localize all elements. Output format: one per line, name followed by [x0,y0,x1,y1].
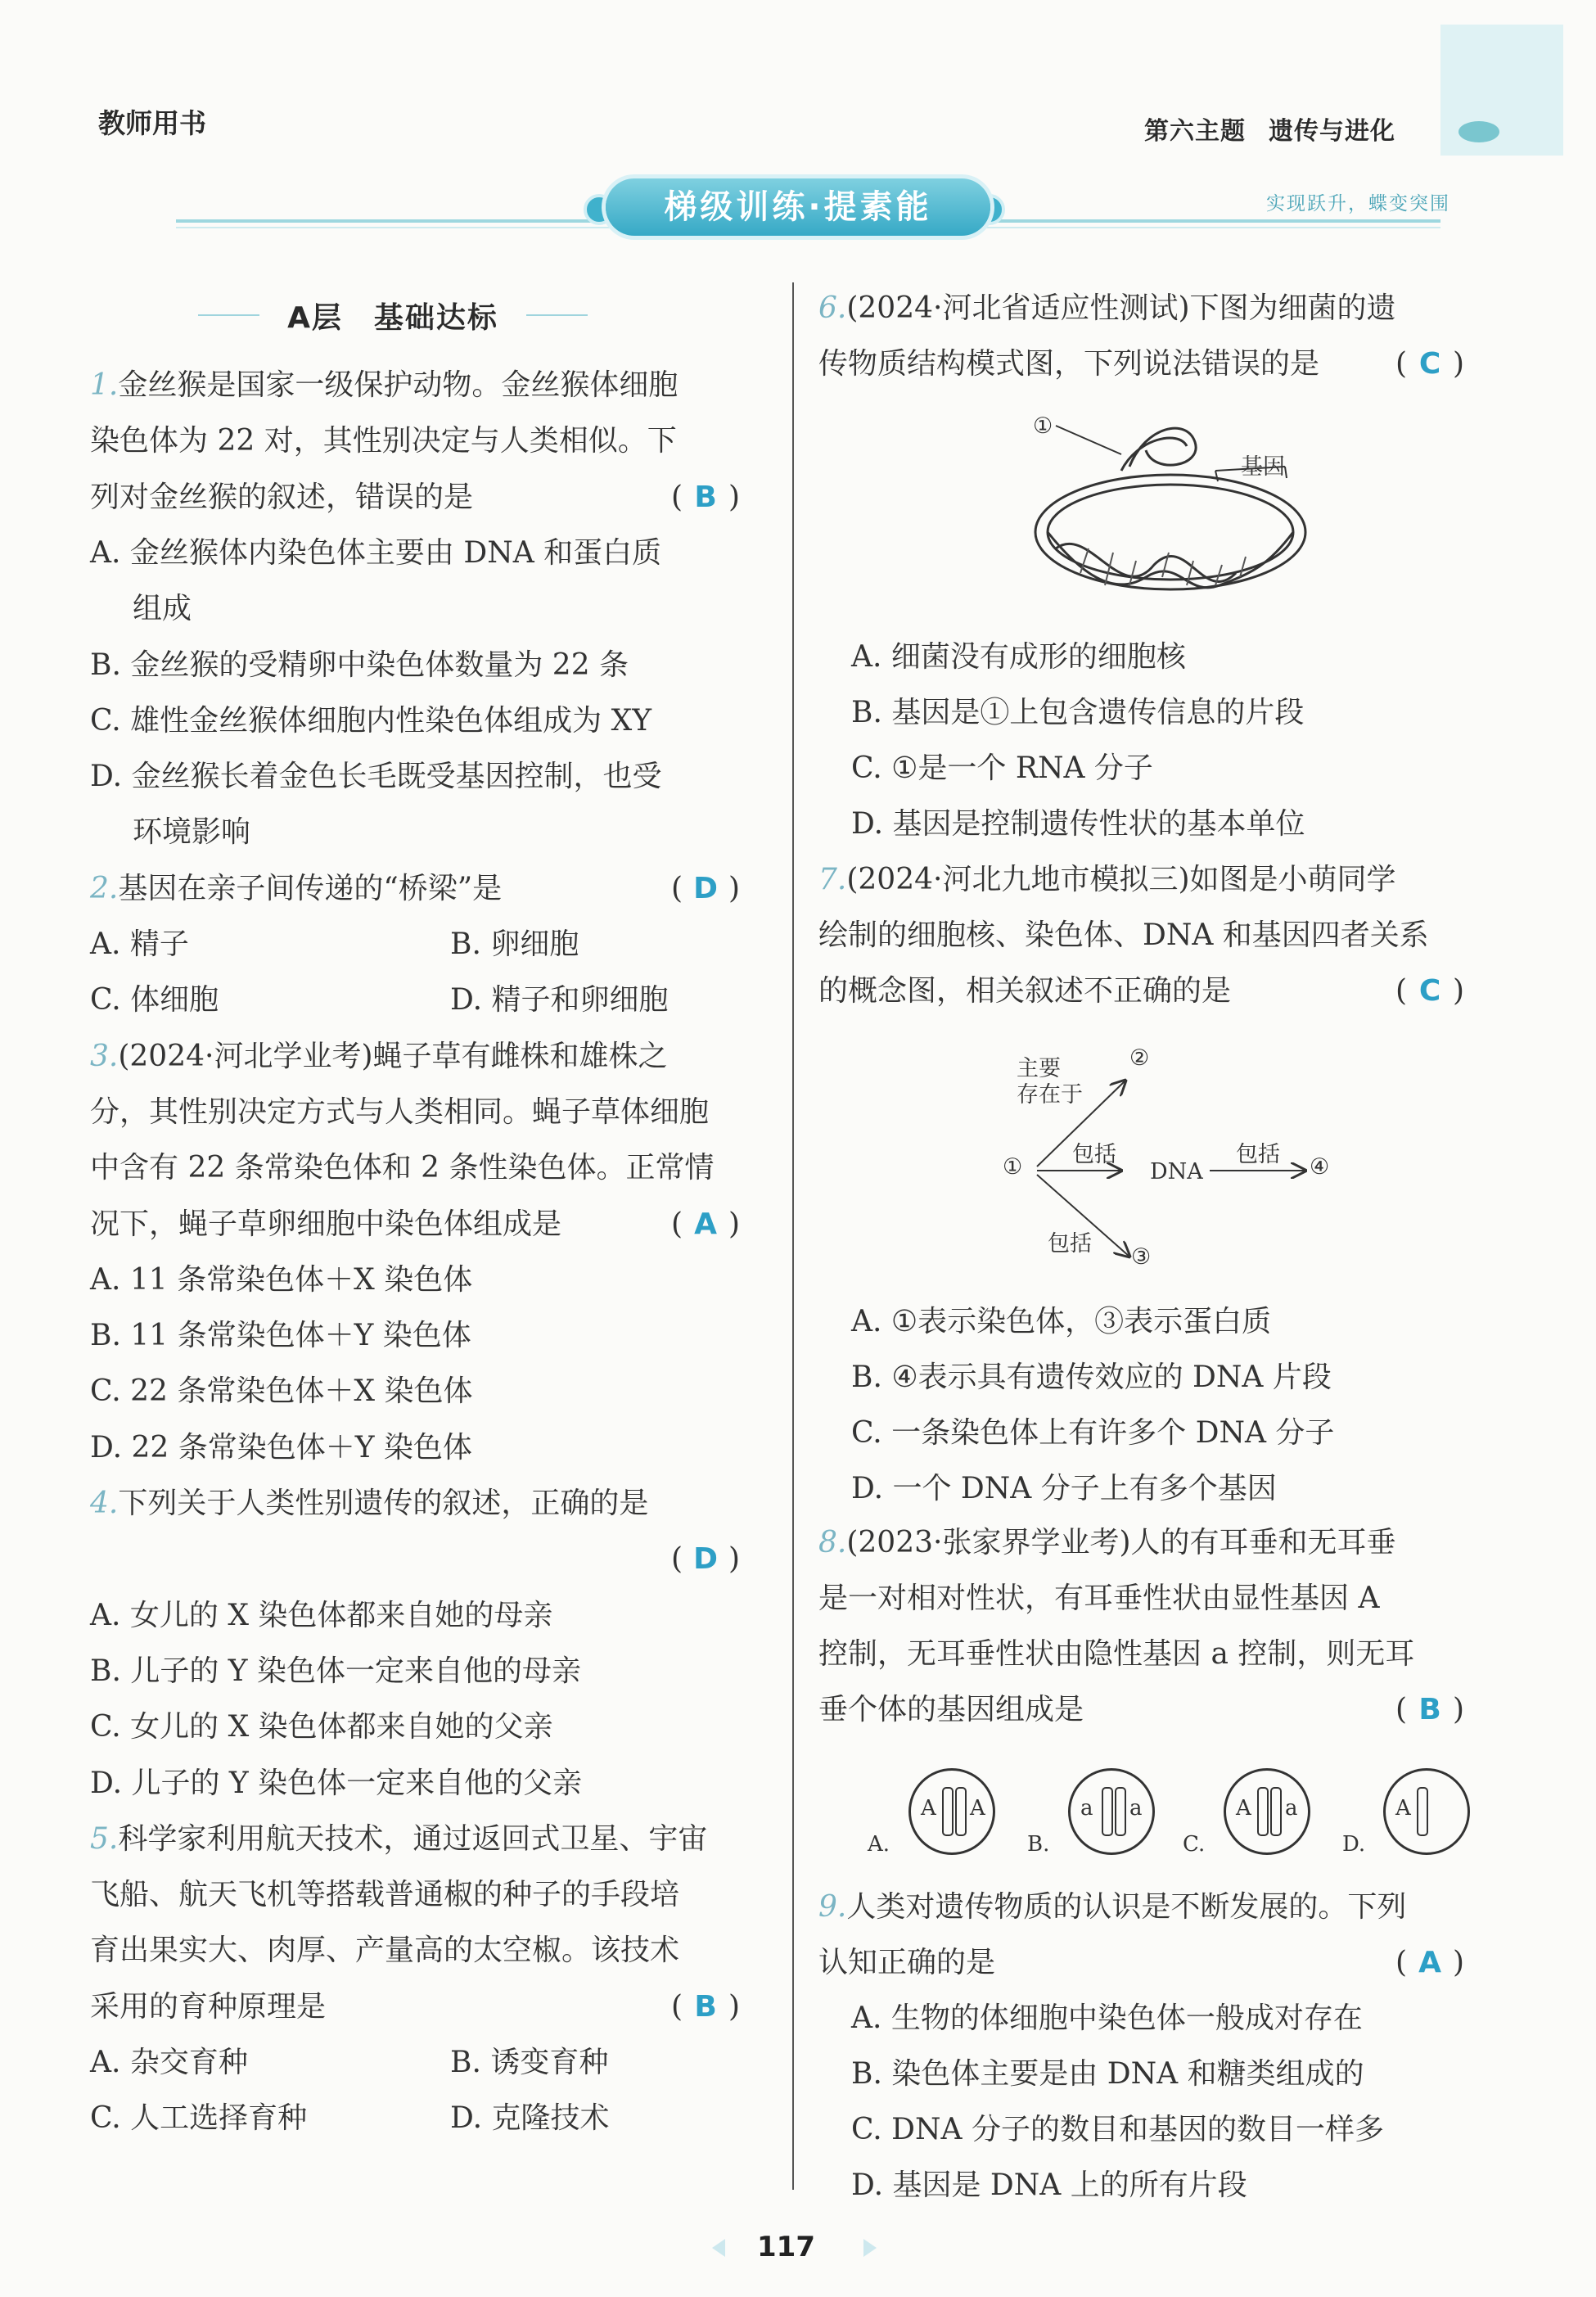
question-stem [818,1887,1406,1928]
question-stem [90,365,678,406]
gene-pair-option [1224,1768,1310,1855]
question-line [90,533,661,574]
chromosome-icon [1115,1787,1126,1836]
question-line [90,1148,715,1189]
question-line [133,812,250,853]
chromosome-icon [955,1787,967,1836]
chromosome-icon [1417,1787,1428,1836]
concept-node-2: ② [1129,1045,1150,1071]
column-divider [792,282,794,2190]
section-banner: 梯级训练·提素能 [606,178,990,236]
line-text: C. 体细胞 [90,983,219,1018]
line-text: 组成 [133,592,192,626]
line-text: 认知正确的是 [818,1946,996,1979]
question-stem [818,860,1396,900]
question-number: 2. [90,871,119,905]
line-text: 育出果实大、肉厚、产量高的太空椒。该技术 [90,1934,680,1968]
option-text: C. ①是一个 RNA 分子 [851,751,1153,785]
question-line [90,1315,471,1356]
answer-letter: B [694,1989,717,2024]
option-text: A. 生物的体细胞中染色体一般成对存在 [851,2001,1363,2035]
page-number: 117 [757,2231,815,2263]
answer-bracket: ( D ) [671,869,740,909]
option-letter: C. [1183,1832,1206,1857]
question-line [90,1875,679,1916]
question-line [90,1707,553,1748]
bacterial-dna-diagram [1023,409,1318,606]
allele-right: a [1129,1796,1143,1821]
question-line [90,1428,472,1469]
question-line [90,1651,581,1692]
chromosome-icon [1102,1787,1113,1836]
book-label: 教师用书 [98,107,206,139]
question-line [90,477,473,518]
line-text: A. 女儿的 X 染色体都来自她的母亲 [90,1598,553,1632]
line-text: (2024·河北九地市模拟三)如图是小萌同学 [846,863,1396,896]
option-text: B. 基因是①上包含遗传信息的片段 [851,696,1305,729]
answer-bracket: ( A ) [671,1204,740,1245]
option-text: B. 诱变育种 [450,2046,609,2079]
question-number: 3. [90,1039,119,1073]
question-stem [90,1036,668,1077]
chromosome-icon [1257,1787,1269,1836]
line-text: B. 11 条常染色体＋Y 染色体 [90,1319,471,1353]
question-line [90,924,189,965]
line-text: C. 22 条常染色体＋X 染色体 [90,1374,473,1409]
option-letter: A. [868,1832,890,1857]
section-title: A层 基础达标 [188,295,597,336]
line-text: 采用的育种原理是 [90,1989,327,2024]
line-text: 中含有 22 条常染色体和 2 条性染色体。正常情 [90,1151,715,1185]
answer-bracket: ( C ) [1395,344,1464,385]
line-text: (2024·河北学业考)蝇子草有雌株和雄株之 [118,1039,668,1073]
line-text: 下列关于人类性别遗传的叙述，正确的是 [118,1487,649,1520]
line-text: 环境影响 [133,815,251,850]
question-number: 7. [818,863,847,896]
chapter-title [1144,111,1395,147]
line-text: 人类对遗传物质的认识是不断发展的。下列 [846,1890,1407,1924]
question-line [90,980,219,1021]
question-stem [818,1523,1396,1564]
question-line [90,2042,248,2083]
line-text: C. 雄性金丝猴体细胞内性染色体组成为 XY [90,703,651,738]
question-line [90,1260,472,1301]
gene-pair-option [908,1768,995,1855]
answer-bracket: ( B ) [671,1987,740,2028]
question-stem [90,1819,707,1860]
question-number: 9. [818,1890,847,1924]
allele-right: A [970,1796,985,1821]
concept-node-3: ③ [1131,1244,1152,1270]
answer-letter: A [1418,1946,1441,1979]
header-decoration [1440,25,1563,156]
concept-label-include-3: 包括 [1048,1231,1092,1257]
question-stem [818,288,1396,329]
chapter-theme: 第六主题 [1144,117,1246,146]
line-text: 分，其性别决定方式与人类相同。蝇子草体细胞 [90,1094,710,1129]
question-number: 5. [90,1821,119,1856]
line-text: A. 11 条常染色体＋X 染色体 [90,1262,473,1297]
question-line [818,1634,1414,1675]
option-letter: D. [1342,1832,1366,1857]
answer-bracket: ( B ) [1395,1690,1464,1731]
question-line [90,421,677,462]
answer-letter: B [694,480,717,514]
allele-left: A [1395,1796,1411,1821]
question-line [90,1371,472,1412]
allele-right: a [1285,1796,1298,1821]
allele-left: A [1236,1796,1251,1821]
line-text: B. 金丝猴的受精卵中染色体数量为 22 条 [90,648,629,682]
line-text: 列对金丝猴的叙述，错误的是 [90,480,474,514]
line-text: 传物质结构模式图，下列说法错误的是 [818,347,1320,381]
line-text: C. 女儿的 X 染色体都来自她的父亲 [90,1710,553,1744]
allele-left: A [921,1796,936,1821]
option-text: B. 卵细胞 [450,927,579,961]
concept-label-include-1: 包括 [1072,1142,1116,1167]
allele-left: a [1080,1796,1093,1821]
concept-label-main: 主要 [1017,1056,1061,1081]
answer-bracket: ( C ) [1395,971,1464,1012]
option-text: D. 一个 DNA 分子上有多个基因 [851,1472,1277,1505]
answer-bracket: ( B ) [671,477,740,518]
question-number: 8. [818,1526,847,1559]
question-line [818,344,1319,385]
banner-subtitle: 实现跃升，蝶变突围 [1266,193,1450,214]
line-text: 染色体为 22 对，其性别决定与人类相似。下 [90,424,677,458]
concept-label-exist: 存在于 [1017,1082,1083,1108]
line-text: B. 儿子的 Y 染色体一定来自他的母亲 [90,1654,581,1688]
question-line [90,1987,326,2028]
question-line [818,1690,1084,1731]
line-text: D. 22 条常染色体＋Y 染色体 [90,1430,472,1464]
chromosome-icon [942,1787,954,1836]
line-text: (2024·河北省适应性测试)下图为细菌的遗 [846,291,1396,325]
line-text: D. 金丝猴长着金色长毛既受基因控制，也受 [90,760,662,794]
concept-node-1: ① [1003,1154,1023,1180]
question-line [818,1578,1379,1619]
question-line [818,915,1429,956]
question-number: 1. [90,368,119,402]
line-text: 垂个体的基因组成是 [818,1693,1084,1726]
question-line [90,1930,679,1971]
line-text: 是一对相对性状，有耳垂性状由显性基因 A [818,1582,1380,1615]
line-text: D. 儿子的 Y 染色体一定来自他的父亲 [90,1766,583,1800]
answer-letter: B [1418,1693,1441,1726]
question-line [133,589,192,630]
line-text: (2023·张家界学业考)人的有耳垂和无耳垂 [846,1526,1396,1559]
option-text: C. 一条染色体上有许多个 DNA 分子 [851,1416,1335,1450]
option-text: D. 精子和卵细胞 [450,983,669,1018]
answer-letter: D [693,871,718,905]
option-text: A. 细菌没有成形的细胞核 [851,640,1186,674]
answer-bracket: ( A ) [1395,1943,1464,1983]
line-text: A. 精子 [90,927,189,961]
option-text: A. ①表示染色体，③表示蛋白质 [851,1305,1272,1338]
answer-letter: A [694,1207,717,1241]
diagram-label-1: ① [1033,413,1053,439]
page-next-arrow [863,2239,877,2257]
line-text: 基因在亲子间传递的“桥梁”是 [118,871,503,905]
question-line [818,971,1231,1012]
option-text: D. 基因是控制遗传性状的基本单位 [851,807,1305,841]
question-stem [90,1483,648,1524]
chapter-name: 遗传与进化 [1269,117,1395,146]
fish-icon [1458,121,1499,142]
option-text: D. 克隆技术 [450,2101,610,2136]
question-stem [90,869,502,909]
line-text: C. 人工选择育种 [90,2101,308,2136]
concept-label-include-2: 包括 [1236,1142,1280,1167]
question-line [90,701,651,742]
option-text: D. 基因是 DNA 上的所有片段 [851,2168,1247,2202]
question-line [90,1092,709,1133]
question-line [90,1595,552,1636]
line-text: 科学家利用航天技术，通过返回式卫星、宇宙 [118,1821,708,1856]
line-text: 况下，蝇子草卵细胞中染色体组成是 [90,1207,562,1241]
question-number: 4. [90,1487,119,1520]
question-number: 6. [818,291,847,325]
concept-node-dna: DNA [1150,1159,1203,1185]
line-text: 的概念图，相关叙述不正确的是 [818,974,1232,1008]
question-line [90,645,629,686]
option-text: B. ④表示具有遗传效应的 DNA 片段 [851,1361,1332,1394]
question-line [90,1763,582,1804]
option-letter: B. [1027,1832,1050,1857]
question-line [818,1943,995,1983]
option-text: C. DNA 分子的数目和基因的数目一样多 [851,2113,1384,2146]
chromosome-icon [1270,1787,1282,1836]
gene-pair-option [1383,1768,1470,1855]
line-text: 飞船、航天飞机等搭载普通椒的种子的手段培 [90,1878,680,1912]
answer-bracket: ( D ) [671,1539,740,1580]
option-text: B. 染色体主要是由 DNA 和糖类组成的 [851,2057,1364,2091]
line-text: 绘制的细胞核、染色体、DNA 和基因四者关系 [818,918,1429,952]
question-line [90,1204,561,1245]
page-prev-arrow [712,2239,725,2257]
concept-node-4: ④ [1310,1154,1330,1180]
line-text: A. 金丝猴体内染色体主要由 DNA 和蛋白质 [90,535,662,570]
line-text: 金丝猴是国家一级保护动物。金丝猴体细胞 [118,368,679,402]
line-text: 控制，无耳垂性状由隐性基因 a 控制，则无耳 [818,1637,1415,1671]
answer-letter: C [1418,974,1441,1008]
answer-letter: C [1418,347,1441,381]
question-line [90,2098,307,2139]
diagram-label-gene: 基因 [1241,454,1285,480]
gene-pair-option [1068,1768,1155,1855]
answer-letter: D [693,1542,718,1577]
question-line [90,756,661,797]
line-text: A. 杂交育种 [90,2046,248,2079]
